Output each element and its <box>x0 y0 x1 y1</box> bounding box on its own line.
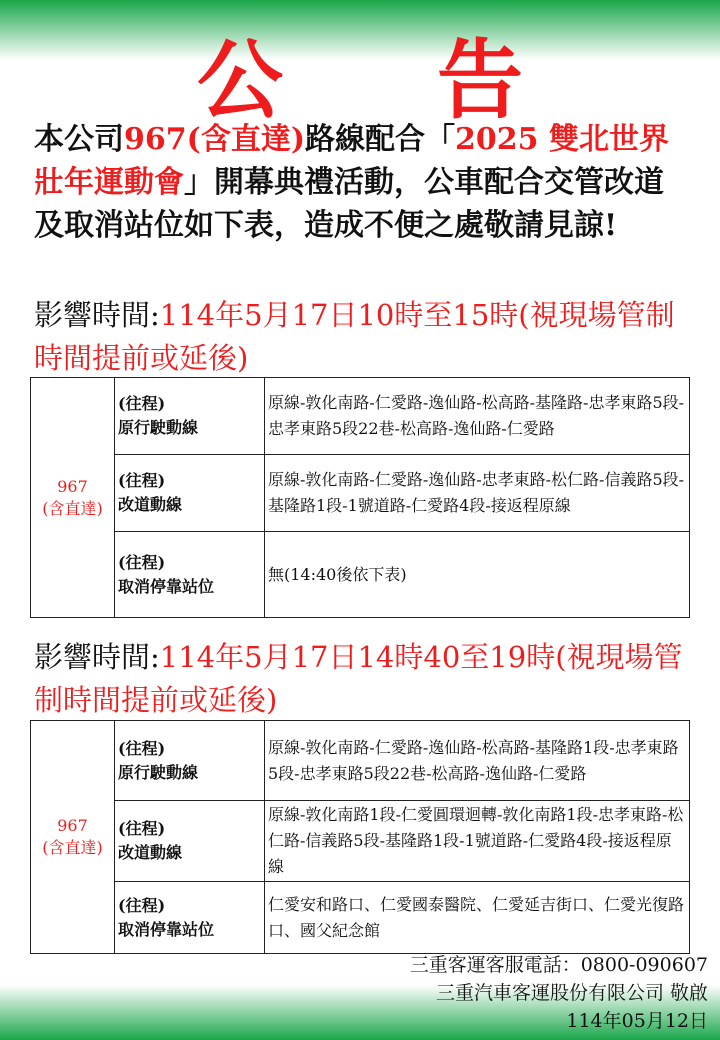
route-variant: (含直達) <box>42 498 103 518</box>
direction-label: (往程) <box>118 895 166 915</box>
notice-title: 公 告 <box>197 31 585 131</box>
direction-label: (往程) <box>118 394 166 413</box>
route-cell <box>31 721 115 954</box>
intro-text-2: 路線配合「 <box>305 122 456 157</box>
impact-time-2 <box>34 636 694 722</box>
company-signature: 三重汽車客運股份有限公司 敬啟 <box>435 982 708 1004</box>
schedule-table-1 <box>30 377 690 618</box>
intro-route: 967(含直達) <box>124 122 306 157</box>
row-type-label: 取消停靠站位 <box>118 919 215 939</box>
route-variant: (含直達) <box>42 838 103 857</box>
row-content: 原線-敦化南路1段-仁愛圓環迴轉-敦化南路1段-忠孝東路-松仁路-信義路5段-基隆路1段-1號道路-仁愛路4段-接返程原線 <box>265 801 690 882</box>
row-label <box>115 882 265 954</box>
table-row <box>31 532 690 618</box>
row-content: 無(14:40後依下表) <box>265 532 690 618</box>
contact-phone: 三重客運客服電話：0800-090607 <box>409 954 708 976</box>
row-type-label: 取消停靠站位 <box>118 576 215 596</box>
intro-text-3: 」開幕典禮活動，公車配合交管改道及取消站位如下表，造成不便之處敬請見諒! <box>34 165 664 243</box>
route-cell <box>31 378 115 618</box>
notice-date: 114年05月12日 <box>566 1010 708 1032</box>
row-type-label: 改道動線 <box>118 843 183 862</box>
direction-label: (往程) <box>118 738 166 758</box>
intro-event: 2025 雙北世界壯年運動會 <box>34 122 669 200</box>
impact-time-value: 114年5月17日10時至15時(視現場管制時間提前或延後) <box>34 298 675 375</box>
table-row <box>31 801 690 882</box>
row-label <box>115 801 265 882</box>
row-label <box>115 721 265 801</box>
direction-label: (往程) <box>118 471 166 490</box>
intro-paragraph <box>34 118 674 247</box>
route-number: 967 <box>57 476 88 496</box>
route-number: 967 <box>57 816 88 835</box>
impact-time-label: 影響時間: <box>34 298 160 332</box>
intro-text-1: 本公司 <box>34 122 124 157</box>
row-content: 原線-敦化南路-仁愛路-逸仙路-松高路-基隆路1段-忠孝東路5段-忠孝東路5段22巷-松高路-逸仙路-仁愛路 <box>265 721 690 801</box>
impact-time-value: 114年5月17日14時40至19時(視現場管制時間提前或延後) <box>34 640 683 717</box>
direction-label: (往程) <box>118 819 166 838</box>
row-label <box>115 532 265 618</box>
row-content: 仁愛安和路口、仁愛國泰醫院、仁愛延吉街口、仁愛光復路口、國父紀念館 <box>265 882 690 954</box>
schedule-table-2 <box>30 720 690 954</box>
table-row <box>31 882 690 954</box>
table-row <box>31 378 690 455</box>
impact-time-label: 影響時間: <box>34 640 160 674</box>
row-content: 原線-敦化南路-仁愛路-逸仙路-忠孝東路-松仁路-信義路5段-基隆路1段-1號道路-仁愛路4段-接返程原線 <box>265 455 690 532</box>
row-type-label: 原行駛動線 <box>118 762 199 782</box>
row-type-label: 原行駛動線 <box>118 418 199 437</box>
row-label <box>115 455 265 532</box>
impact-time-1 <box>34 294 694 380</box>
row-content: 原線-敦化南路-仁愛路-逸仙路-松高路-基隆路-忠孝東路5段-忠孝東路5段22巷-松高路-逸仙路-仁愛路 <box>265 378 690 455</box>
row-label <box>115 378 265 455</box>
table-row <box>31 455 690 532</box>
row-type-label: 改道動線 <box>118 495 183 514</box>
direction-label: (往程) <box>118 552 166 572</box>
table-row <box>31 721 690 801</box>
